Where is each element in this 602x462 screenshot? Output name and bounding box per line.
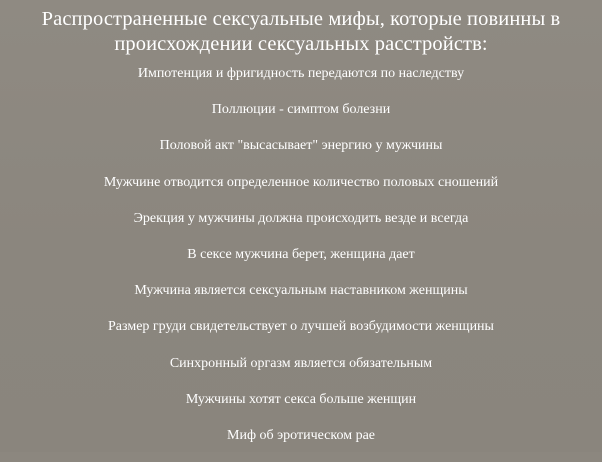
slide-title-line-1: Распространенные сексуальные мифы, которые повинны в [41,8,561,30]
myth-item: Мужчине отводится определенное количество половых сношений [103,174,499,190]
myth-item: Размер груди свидетельствует о лучшей возбудимости женщины [108,319,494,335]
myth-item: Импотенция и фригидность передаются по наследству [137,66,465,81]
slide-title [0,7,602,57]
myth-item: Миф об эротическом рае [227,427,375,443]
myth-item: Эрекция у мужчины должна происходить везде и всегда [133,210,469,226]
myth-item: Синхронный оргазм является обязательным [169,355,433,371]
myth-item: Поллюции - симптом болезни [211,102,391,118]
myth-item: В сексе мужчина берет, женщина дает [187,246,415,262]
myth-item: Мужчина является сексуальным наставником женщины [134,283,468,299]
slide-title-line-2: происхождении сексуальных расстройств: [114,33,488,55]
myth-item: Половой акт "высасывает" энергию у мужчины [159,138,443,154]
myth-item: Мужчины хотят секса больше женщин [185,391,417,407]
myth-list [0,64,602,462]
